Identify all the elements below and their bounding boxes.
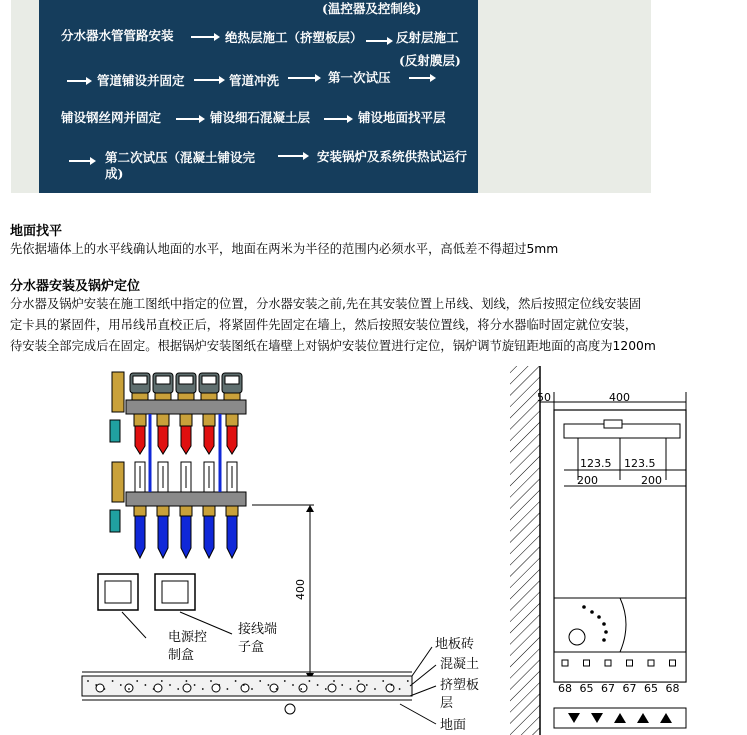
flow-arrow [409, 77, 431, 79]
pipe-code: 68 [665, 682, 680, 695]
heating-pipe [270, 684, 278, 692]
flow-arrow [69, 160, 91, 162]
flow-step-manifold: 分水器水管管路安装 [61, 28, 174, 43]
layer-tile: 地板砖 [435, 637, 475, 652]
flow-step-mesh: 铺设钢丝网并固定 [61, 110, 162, 125]
flow-arrow [194, 79, 220, 81]
flow-arrow [176, 118, 200, 120]
layer-concrete: 混凝土 [440, 657, 480, 672]
cold-outlet-pipe [181, 516, 191, 558]
flow-arrow [67, 80, 87, 82]
flow-arrow [278, 155, 304, 157]
floor-slab [82, 672, 412, 714]
heating-pipe [154, 684, 162, 692]
dim-half1: 123.5 [580, 457, 612, 470]
flow-arrow [324, 118, 348, 120]
flow-step-boiler: 安装锅炉及系统供热试运行 [317, 149, 468, 164]
power-control-box [98, 574, 138, 610]
dim-width: 400 [609, 391, 630, 404]
body-line: 先依据墙体上的水平线确认地面的水平，地面在两米为半径的范围内必须水平，高低差不得超过5mm [10, 242, 559, 256]
cold-outlet-pipe [135, 516, 145, 558]
heating-pipe [386, 684, 394, 692]
pipe-code: 67 [601, 682, 615, 695]
flow-step-reflective: 反射层施工 [396, 30, 459, 45]
flow-arrow [191, 36, 215, 38]
hot-outlet-pipe [227, 426, 237, 454]
box2-label-line1: 接线端 [238, 622, 278, 637]
flow-step-concrete: 铺设细石混凝土层 [210, 110, 311, 125]
boiler [537, 391, 686, 728]
flowchart-panel [39, 0, 478, 193]
box1-label-line2: 制盒 [168, 648, 195, 663]
terminal-box [155, 574, 195, 610]
manifold-lower [126, 492, 246, 506]
flow-step-second-test-cont: 成) [105, 166, 124, 181]
heating-pipe [125, 684, 133, 692]
dim-offset: 50 [537, 391, 551, 404]
body-line-2: 定卡具的紧固件，用吊线吊直校正后，将紧固件先固定在墙上，然后按照安装位置线，将分水器临时固定就位安装， [10, 318, 638, 332]
pipe-code: 68 [558, 682, 572, 695]
flow-step-first-test: 第一次试压 [328, 70, 391, 85]
heating-pipe [328, 684, 336, 692]
heating-pipe [357, 684, 365, 692]
heating-pipe [299, 684, 307, 692]
cold-outlet-pipe [158, 516, 168, 558]
flow-arrow [288, 77, 316, 79]
wall [510, 366, 540, 735]
flow-step-flush: 管道冲洗 [229, 73, 280, 88]
dim-w2: 200 [641, 474, 662, 487]
dim-half2: 123.5 [624, 457, 656, 470]
flow-arrow [366, 40, 388, 42]
cold-outlet-pipe [204, 516, 214, 558]
pipe-code: 65 [579, 682, 594, 695]
hot-outlet-pipe [181, 426, 191, 454]
manifold-upper [126, 400, 246, 414]
hot-outlet-pipe [135, 426, 145, 454]
heating-pipe [96, 684, 104, 692]
body-line-1: 分水器及锅炉安装在施工图纸中指定的位置，分水器安装之前,先在其安装位置上吊线、划线，然后按照定位线安装固 [10, 297, 642, 311]
pipe-code: 67 [622, 682, 637, 695]
layer-ground: 地面 [440, 718, 467, 733]
section-body-leveling [10, 239, 740, 260]
heating-pipe [183, 684, 191, 692]
hot-outlet-pipe [204, 426, 214, 454]
flow-step-leveling: 铺设地面找平层 [358, 110, 446, 125]
cold-outlet-pipe [227, 516, 237, 558]
section-title-install: 分水器安装及锅炉定位 [10, 279, 141, 294]
flow-top-note: (温控器及控制线) [322, 1, 422, 16]
flow-step-second-test: 第二次试压（混凝土铺设完 [105, 150, 256, 165]
pipe-code: 65 [644, 682, 658, 695]
heating-pipe [241, 684, 249, 692]
flow-row1-note: (反射膜层) [399, 53, 461, 68]
dim-w1: 200 [577, 474, 598, 487]
box1-label-line1: 电源控 [168, 630, 208, 645]
section-title-leveling: 地面找平 [10, 224, 63, 239]
supply-valves [110, 372, 124, 532]
flow-step-pipe-laying: 管道铺设并固定 [97, 73, 185, 88]
layer-xps: 挤塑板 [440, 678, 480, 693]
box2-label-line2: 子盒 [238, 640, 265, 655]
hot-outlet-pipe [158, 426, 168, 454]
section-body-install [10, 294, 740, 357]
layer-xps-cont: 层 [440, 696, 454, 711]
flow-step-insulation: 绝热层施工（挤塑板层） [225, 30, 363, 45]
dim-vertical: 400 [294, 579, 307, 600]
installation-diagram [0, 360, 747, 735]
body-line-3: 待安装全部完成后在固定。根据锅炉安装图纸在墙壁上对锅炉安装位置进行定位，锅炉调节旋钮距地面的高度为1200m [10, 339, 656, 353]
